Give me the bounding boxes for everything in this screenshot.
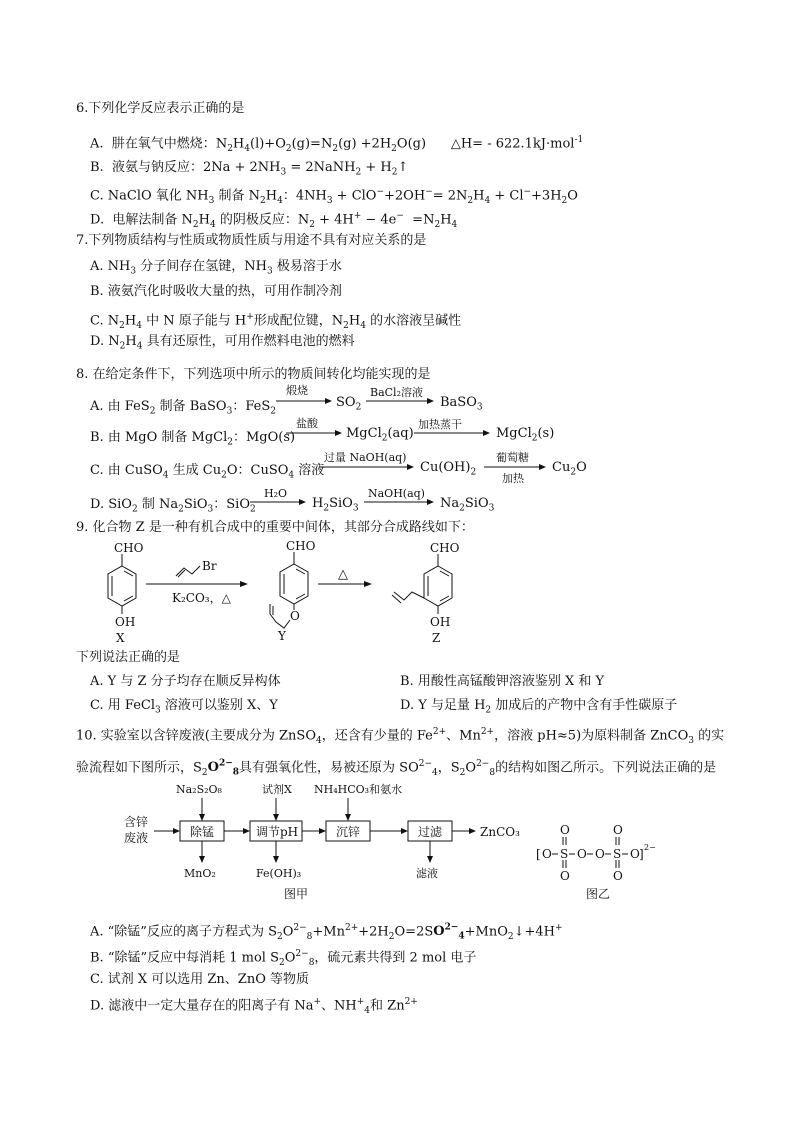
q10-option-b: B. “除锰”反应中每消耗 1 mol $S_2O^{2-}_8$，硫元素共得到 2 mol 电子 — [90, 949, 477, 968]
q8-b-condition-2: 加热蒸干 — [418, 418, 462, 431]
flow-out-1: MnO₂ — [184, 867, 216, 880]
q9-synthesis-route — [88, 536, 488, 648]
q6-option-d: D. 电解法制备 $N_2H_4$ 的阴极反应：$N_2 + 4H^+ - 4e^- =N_2H_4$ — [90, 211, 458, 230]
q8-b-product-2: MgCl$_2$(s) — [496, 426, 555, 444]
q9-option-b: B. 用酸性高锰酸钾溶液鉴别 X 和 Y — [400, 674, 605, 689]
q10-option-d: D. 滤液中一定大量存在的阳离子有 Na+、$NH^+_4$和 $Zn^{2+}$ — [90, 997, 418, 1016]
allyl-bromide-reagent — [176, 566, 200, 576]
flow-step-4: 过滤 — [418, 825, 443, 839]
q8-stem: 8. 在给定条件下，下列选项中所示的物质间转化均能实现的是 — [76, 367, 431, 382]
svg-text:O: O — [613, 823, 623, 837]
svg-text:O: O — [630, 847, 640, 861]
q8-d-condition-1: H₂O — [264, 487, 288, 500]
q8-c-condition-2: 葡萄糖 — [496, 451, 529, 464]
q8-option-c: C. 由 CuSO$_4$ 生成 $Cu_2O$：CuSO$_4$ 溶液 — [90, 463, 325, 481]
q8-a-product-2: BaSO$_3$ — [440, 395, 483, 413]
q8-a-condition-1: 煅烧 — [286, 384, 308, 397]
q9-heat-label: △ — [338, 567, 348, 582]
q8-b-product-1: MgCl$_2$(aq) — [346, 426, 414, 444]
q9-option-d: D. Y 与足量 $H_2$ 加成后的产物中含有手性碳原子 — [400, 698, 678, 716]
compound-y-structure — [270, 552, 308, 628]
svg-text:O: O — [613, 869, 623, 883]
q7-option-a: A. $NH_3$ 分子间存在氢键，$NH_3$ 极易溶于水 — [90, 259, 342, 277]
q7-option-d: D. $N_2H_4$ 具有还原性，可用作燃料电池的燃料 — [90, 334, 355, 352]
q8-option-b: B. 由 MgO 制备 MgCl$_2$：MgO(s) — [90, 430, 296, 448]
flow-step-3: 沉锌 — [336, 825, 361, 839]
q7-option-c: C. $N_2H_4$ 中 N 原子能与 H+形成配位键，$N_2H_4$ 的水溶液呈碱性 — [90, 312, 462, 331]
q8-option-d: D. SiO$_2$ 制 $Na_2SiO_3$：SiO$_2$ — [90, 497, 256, 515]
q9-reagent-conditions: K₂CO₃，△ — [172, 591, 231, 605]
q8-a-condition-2: BaCl₂溶液 — [370, 386, 423, 399]
q6-option-c: C. NaClO 氧化 $NH_3$ 制备 $N_2H_4$：$4NH_3 + ClO^-+2OH^-= 2N_2H_4 + Cl^-+3H_2O$ — [90, 187, 578, 206]
q6-option-b: B. 液氨与钠反应：$2Na + 2NH_3$ = 2NaNH$_2$ + $H_2↑$ — [90, 160, 409, 178]
q8-b-condition-1: 盐酸 — [296, 417, 318, 430]
q10-stem-line-2: 验流程如下图所示，$S_2O^{2-}_8$具有强氧化性，易被还原为 $SO^{2-}_4$，$S_2O^{2-}_8$的结构如图乙所示。下列说法正确的是 — [76, 759, 717, 778]
x-oh-label: OH — [115, 615, 136, 629]
q8-c-condition-3: 加热 — [502, 472, 524, 485]
q7-stem: 7.下列物质结构与性质或物质性质与用途不具有对应关系的是 — [76, 233, 427, 248]
q8-c-product-2: $Cu_2O$ — [552, 460, 587, 478]
q8-c-condition-1: 过量 NaOH(aq) — [324, 451, 407, 464]
z-oh-label: OH — [430, 615, 451, 629]
flow-reagent-3: NH₄HCO₃和氨水 — [314, 783, 403, 796]
flow-reagent-2: 试剂X — [262, 783, 292, 796]
q10-flowchart — [118, 780, 538, 902]
x-cho-label: CHO — [114, 541, 144, 555]
q6-stem: 6.下列化学反应表示正确的是 — [76, 101, 245, 116]
svg-text:O: O — [560, 869, 570, 883]
flow-step-1: 除锰 — [190, 825, 215, 839]
y-cho-label: CHO — [286, 539, 316, 553]
flow-caption: 图甲 — [284, 887, 309, 901]
flow-feed-line-2: 废液 — [124, 831, 149, 845]
q10-s2o8-structure — [534, 818, 674, 902]
q9-reagent-br: Br — [202, 559, 217, 573]
svg-text:O: O — [560, 823, 570, 837]
q8-a-product-1: $SO_2$ — [336, 395, 362, 413]
svg-text:O: O — [595, 847, 605, 861]
q9-option-a: A. Y 与 Z 分子均存在顺反异构体 — [90, 674, 281, 689]
q7-option-b: B. 液氨汽化时吸收大量的热，可用作制冷剂 — [90, 284, 342, 299]
q10-stem-line-1: 10. 实验室以含锌废液(主要成分为 ZnSO$_4$，还含有少量的 $Fe^{2+}$、$Mn^{2+}$，溶液 pH≈5)为原料制备 ZnCO$_3$ 的实 — [76, 727, 725, 746]
q9-prompt: 下列说法正确的是 — [76, 650, 181, 665]
svg-text:O: O — [577, 847, 587, 861]
struct-charge: 2− — [644, 843, 656, 852]
flow-out-4: 滤液 — [416, 867, 438, 880]
svg-text:S: S — [560, 847, 569, 861]
q8-option-a: A. 由 FeS$_2$ 制备 BaSO$_3$：FeS$_2$ — [90, 399, 276, 417]
compound-z-structure — [392, 554, 452, 614]
flow-product: ZnCO₃ — [480, 825, 520, 839]
q9-arrow-1-head — [240, 581, 248, 587]
svg-text:S: S — [613, 847, 622, 861]
q6-option-a: A. 肼在氧气中燃烧：$N_2H_4(l)+O_2(g)=N_2(g) +2H_2O(g)$ △H= - 622.1kJ·mol$^{-1}$ — [90, 135, 584, 154]
y-o-label: O — [290, 609, 300, 623]
x-label: X — [116, 631, 125, 645]
q8-d-condition-2: NaOH(aq) — [368, 487, 425, 500]
z-cho-label: CHO — [430, 541, 460, 555]
flow-reagent-1: Na₂S₂O₈ — [176, 783, 222, 796]
struct-bracket-right: ] — [639, 847, 644, 861]
z-label: Z — [432, 631, 441, 645]
q8-d-product-2: $Na_2SiO_3$ — [440, 496, 495, 514]
struct-bracket-left: [ — [536, 847, 541, 861]
flow-out-2: Fe(OH)₃ — [256, 867, 302, 880]
q8-c-product-1: $Cu(OH)_2$ — [420, 460, 477, 478]
svg-text:O: O — [542, 847, 552, 861]
q10-option-a: A. “除锰”反应的离子方程式为 $S_2O^{2-}_8+Mn^{2+}+2H_2O=2SO^{2-}_4+MnO_2↓+4H^+$ — [90, 923, 563, 942]
struct-caption: 图乙 — [586, 887, 611, 901]
y-label: Y — [278, 629, 286, 643]
q9-stem: 9. 化合物 Z 是一种有机合成中的重要中间体，其部分合成路线如下： — [76, 520, 474, 535]
q10-option-c: C. 试剂 X 可以选用 Zn、ZnO 等物质 — [90, 972, 310, 987]
q8-d-product-1: $H_2SiO_3$ — [312, 496, 359, 514]
q9-option-c: C. 用 FeCl$_3$ 溶液可以鉴别 X、Y — [90, 698, 278, 716]
compound-x-structure — [108, 554, 136, 614]
flow-feed-line-1: 含锌 — [124, 815, 149, 829]
q9-arrow-2-head — [364, 581, 372, 587]
flow-step-2: 调节pH — [256, 825, 299, 839]
